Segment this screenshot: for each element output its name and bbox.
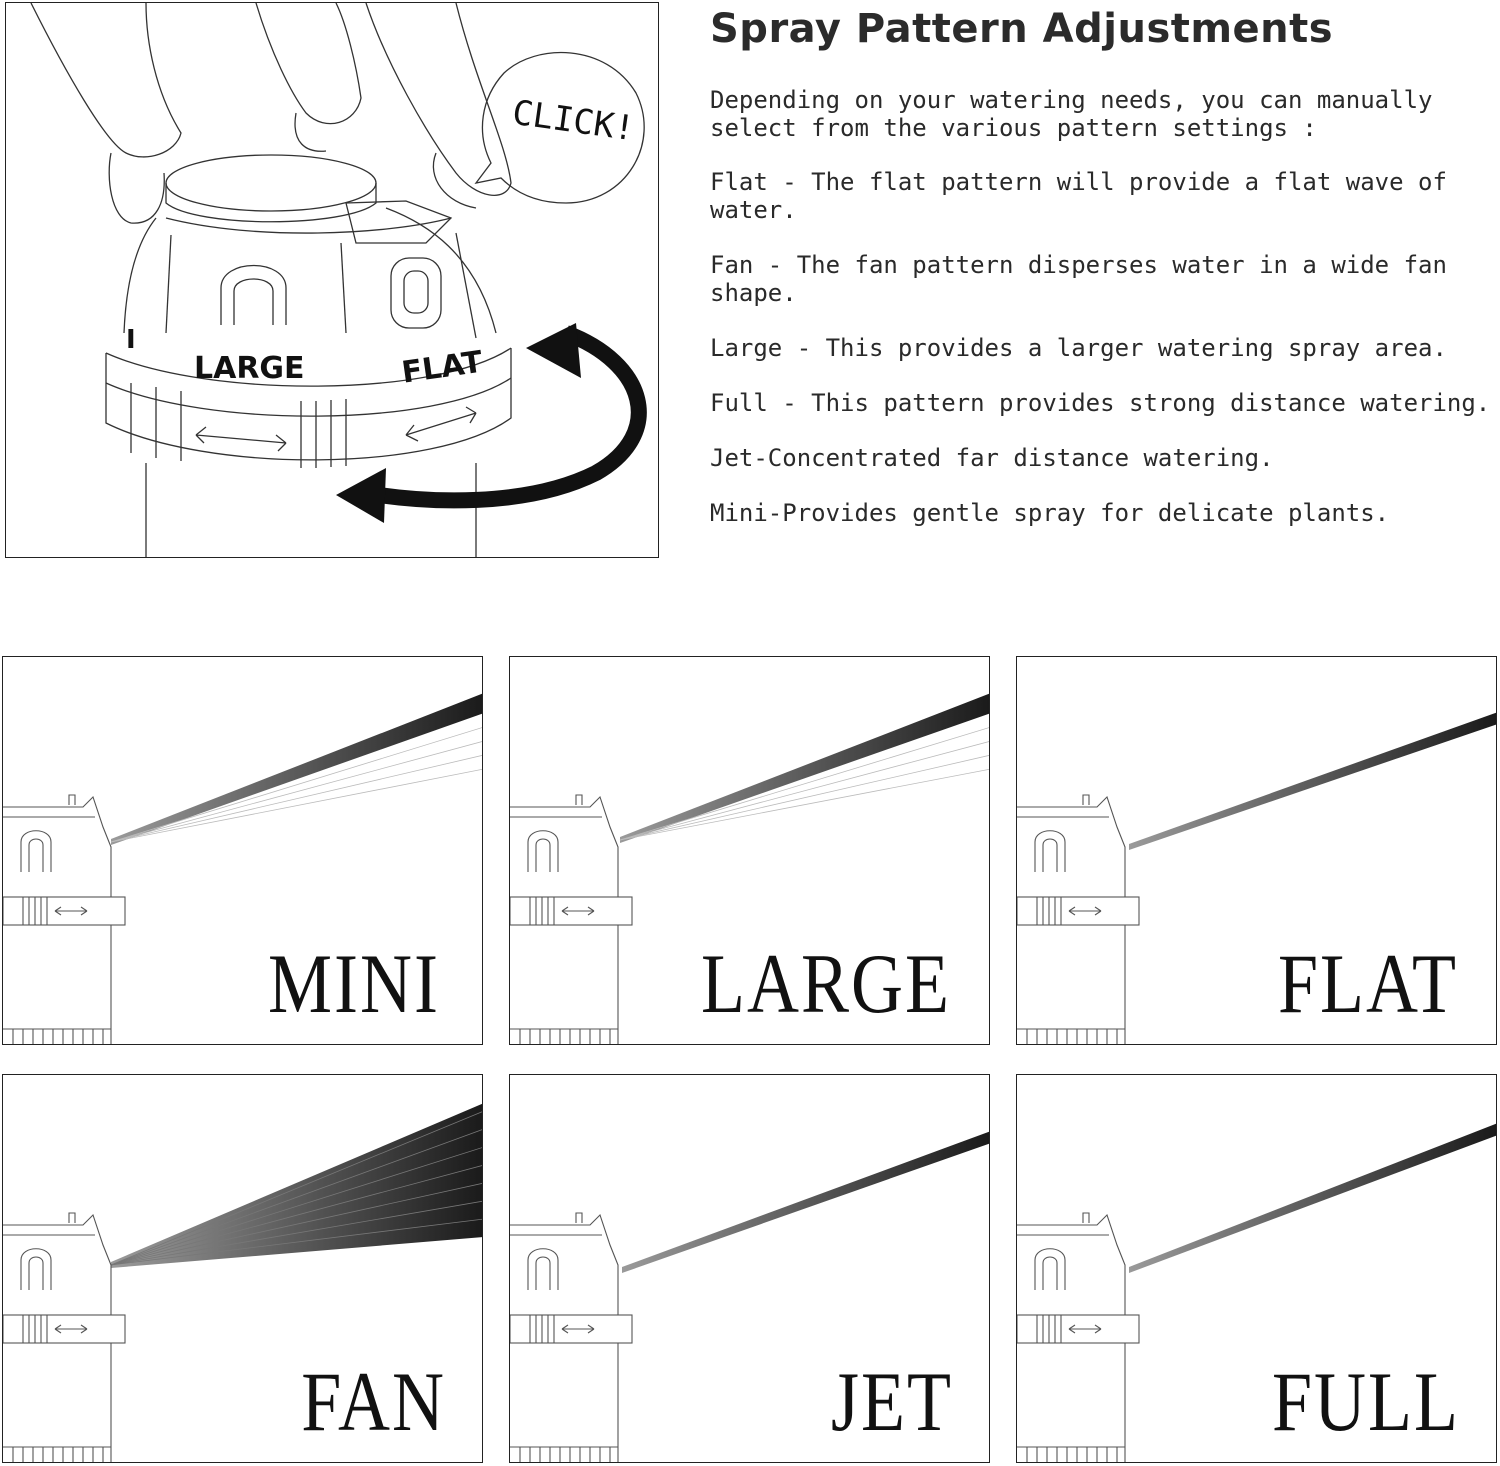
spray-beam <box>622 1131 990 1273</box>
panel-label-flat: FLAT <box>1277 936 1458 1031</box>
spray-line <box>111 741 483 842</box>
description-flat <box>710 168 1480 224</box>
description-large <box>710 334 1480 362</box>
description-line: Jet-Concentrated far distance watering. <box>710 444 1274 472</box>
spray-line <box>111 769 483 842</box>
description-mini <box>710 499 1480 527</box>
description-line: Flat - The flat pattern will provide a flat wave of <box>710 168 1447 196</box>
description-line: Fan - The fan pattern disperses water in a wide fan <box>710 251 1447 279</box>
spray-beam <box>1129 1123 1497 1273</box>
intro-paragraph <box>710 86 1480 142</box>
spray-line <box>111 727 483 842</box>
spray-beam <box>1129 712 1497 850</box>
nozzle-dial-drawing <box>6 3 659 558</box>
nozzle-head <box>510 795 632 1045</box>
description-jet <box>710 444 1480 472</box>
description-line: Full - This pattern provides strong distance watering. <box>710 389 1491 417</box>
spray-beam <box>111 1103 483 1268</box>
hero-illustration <box>5 2 659 558</box>
panel-label-full: FULL <box>1272 1354 1460 1449</box>
spray-line <box>620 741 990 840</box>
panel-label-mini: MINI <box>268 936 440 1031</box>
click-bubble-text: CLICK! <box>509 92 638 150</box>
nozzle-head <box>1017 795 1139 1045</box>
panel-label-jet: JET <box>831 1354 953 1449</box>
spray-line <box>620 769 990 840</box>
description-line: Mini-Provides gentle spray for delicate plants. <box>710 499 1390 527</box>
description-line: water. <box>710 196 797 224</box>
panel-large <box>509 656 990 1045</box>
panel-flat <box>1016 656 1497 1045</box>
panel-label-fan: FAN <box>301 1354 446 1449</box>
nozzle-head <box>510 1213 632 1463</box>
spray-beam <box>111 693 483 845</box>
pattern-description <box>710 86 1491 554</box>
nozzle-head <box>3 1213 125 1463</box>
panel-fan <box>2 1074 483 1463</box>
description-full <box>710 389 1491 417</box>
dial-label-flat: FLAT <box>399 344 485 391</box>
description-fan <box>710 251 1480 307</box>
dial-label-i: I <box>126 325 136 355</box>
panel-mini <box>2 656 483 1045</box>
description-line: shape. <box>710 279 797 307</box>
panel-jet <box>509 1074 990 1463</box>
dial-label-large: LARGE <box>194 351 305 386</box>
panel-full <box>1016 1074 1497 1463</box>
nozzle-head <box>3 795 125 1045</box>
spray-line <box>620 727 990 840</box>
nozzle-head <box>1017 1213 1139 1463</box>
intro-line: Depending on your watering needs, you can manually <box>710 86 1433 114</box>
description-line: Large - This provides a larger watering spray area. <box>710 334 1447 362</box>
panel-label-large: LARGE <box>701 936 951 1031</box>
intro-line: select from the various pattern settings : <box>710 114 1317 142</box>
page-title: Spray Pattern Adjustments <box>710 6 1334 52</box>
